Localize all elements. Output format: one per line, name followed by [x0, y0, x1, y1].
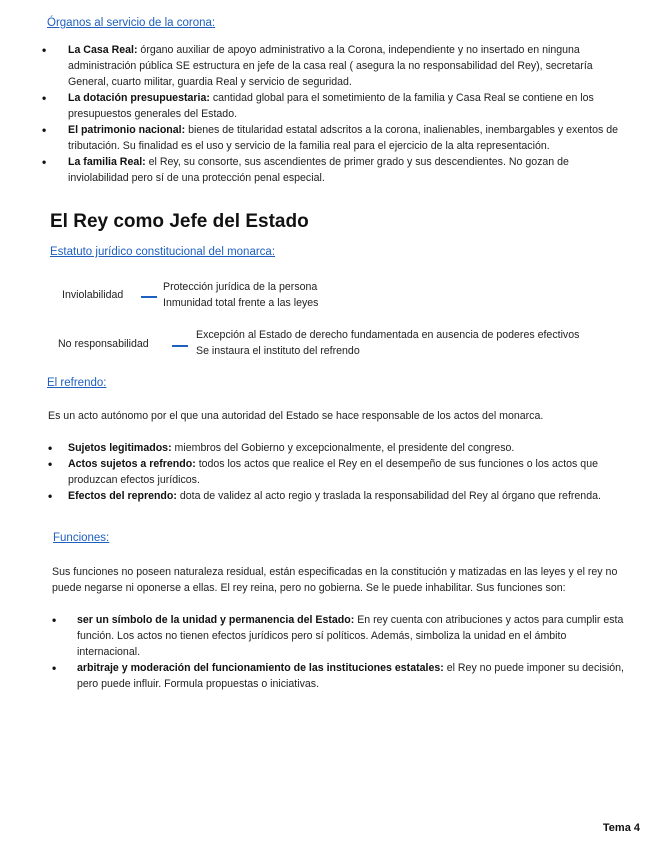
list-item-text: En rey cuenta con atribuciones y actos para cumplir esta función. Los actos no tienen efectos jurídicos pero sí políticos. Además, simboliza la unidad en el ámbito internacional. — [77, 614, 624, 658]
bullet-icon: • — [42, 91, 47, 105]
list-item-term: La familia Real: — [68, 156, 146, 168]
list-item-term: arbitraje y moderación del funcionamiento de las instituciones estatales: — [77, 662, 444, 674]
list-item-text: miembros del Gobierno y excepcionalmente, el presidente del congreso. — [171, 442, 515, 454]
refrendo-list — [48, 440, 633, 504]
list-item-text: el Rey, su consorte, sus ascendientes de primer grado y sus descendientes. No gozan de inviolabilidad pero sí de una protección penal especial. — [68, 156, 569, 184]
tree-connector — [172, 345, 188, 347]
bullet-icon: • — [52, 661, 57, 675]
list-item — [40, 154, 630, 186]
bullet-icon: • — [48, 441, 53, 455]
page-footer: Tema 4 — [602, 822, 640, 834]
list-item-term: Actos sujetos a refrendo: — [68, 458, 196, 470]
list-item-text: todos los actos que realice el Rey en el desempeño de sus funciones o los actos que produzcan efectos jurídicos. — [68, 458, 598, 486]
organos-list — [40, 42, 630, 186]
list-item — [52, 612, 627, 660]
tree-label-no-responsabilidad: No responsabilidad — [58, 338, 149, 350]
tree-item: Se instaura el instituto del refrendo — [196, 345, 360, 357]
list-item-term: La Casa Real: — [68, 44, 138, 56]
list-item — [40, 42, 630, 90]
bullet-icon: • — [48, 489, 53, 503]
funciones-intro: Sus funciones no poseen naturaleza residual, están especificadas en la constitución y matizadas en las leyes y el rey no puede negarse ni oponerse a ellas. El rey reina, pero no gobierna. Se le puede inhabilitar. Sus funciones son: — [52, 566, 618, 594]
list-item-text: órgano auxiliar de apoyo administrativo a la Corona, independiente y no insertado en ninguna administración pública SE estructura en jefe de la casa real ( asegura la no responsabilidad del Rey), secretaría General, cuarto militar, guardia Real y servicio de seguridad. — [68, 44, 593, 88]
tree-item: Protección jurídica de la persona — [163, 281, 318, 293]
tree-label-inviolabilidad: Inviolabilidad — [62, 289, 124, 301]
list-item-term: La dotación presupuestaria: — [68, 92, 210, 104]
estatuto-section-link[interactable]: Estatuto jurídico constitucional del monarca: — [50, 246, 276, 258]
tree-items — [163, 279, 603, 311]
bullet-icon: • — [42, 123, 47, 137]
list-item — [40, 122, 630, 154]
list-item — [52, 660, 627, 692]
list-item-term: El patrimonio nacional: — [68, 124, 186, 136]
list-item-text: el Rey no puede imponer su decisión, pero puede influir. Formula propuestas o iniciativas. — [77, 662, 624, 690]
bullet-icon: • — [52, 613, 57, 627]
tree-item: Inmunidad total frente a las leyes — [163, 297, 319, 309]
tree-items — [196, 327, 616, 359]
list-item — [48, 488, 633, 504]
list-item-term: Sujetos legitimados: — [68, 442, 172, 454]
organos-section-link[interactable]: Órganos al servicio de la corona: — [47, 17, 216, 29]
list-item-text: bienes de titularidad estatal adscritos a la corona, inalienables, inembargables y exentos de tributación. Su finalidad es el uso y servicio de la familia real para el ejercicio de la alta representación. — [68, 124, 618, 152]
list-item — [48, 456, 633, 488]
list-item — [48, 440, 633, 456]
list-item-term: ser un símbolo de la unidad y permanencia del Estado: — [77, 614, 355, 626]
bullet-icon: • — [48, 457, 53, 471]
tree-connector — [141, 296, 157, 298]
refrendo-intro: Es un acto autónomo por el que una autoridad del Estado se hace responsable de los actos del monarca. — [48, 410, 544, 422]
bullet-icon: • — [42, 155, 47, 169]
tree-item: Excepción al Estado de derecho fundamentada en ausencia de poderes efectivos — [196, 329, 580, 341]
funciones-list — [52, 612, 627, 692]
page-title: El Rey como Jefe del Estado — [50, 211, 309, 232]
list-item-term: Efectos del reprendo: — [68, 490, 177, 502]
bullet-icon: • — [42, 43, 47, 57]
list-item — [40, 90, 630, 122]
funciones-section-link[interactable]: Funciones: — [53, 532, 110, 544]
refrendo-section-link[interactable]: El refrendo: — [47, 377, 107, 389]
list-item-text: dota de validez al acto regio y traslada la responsabilidad del Rey al órgano que refrenda. — [176, 490, 601, 502]
list-item-text: cantidad global para el sometimiento de la familia y Casa Real se contiene en los presupuestos generales del Estado. — [68, 92, 594, 120]
